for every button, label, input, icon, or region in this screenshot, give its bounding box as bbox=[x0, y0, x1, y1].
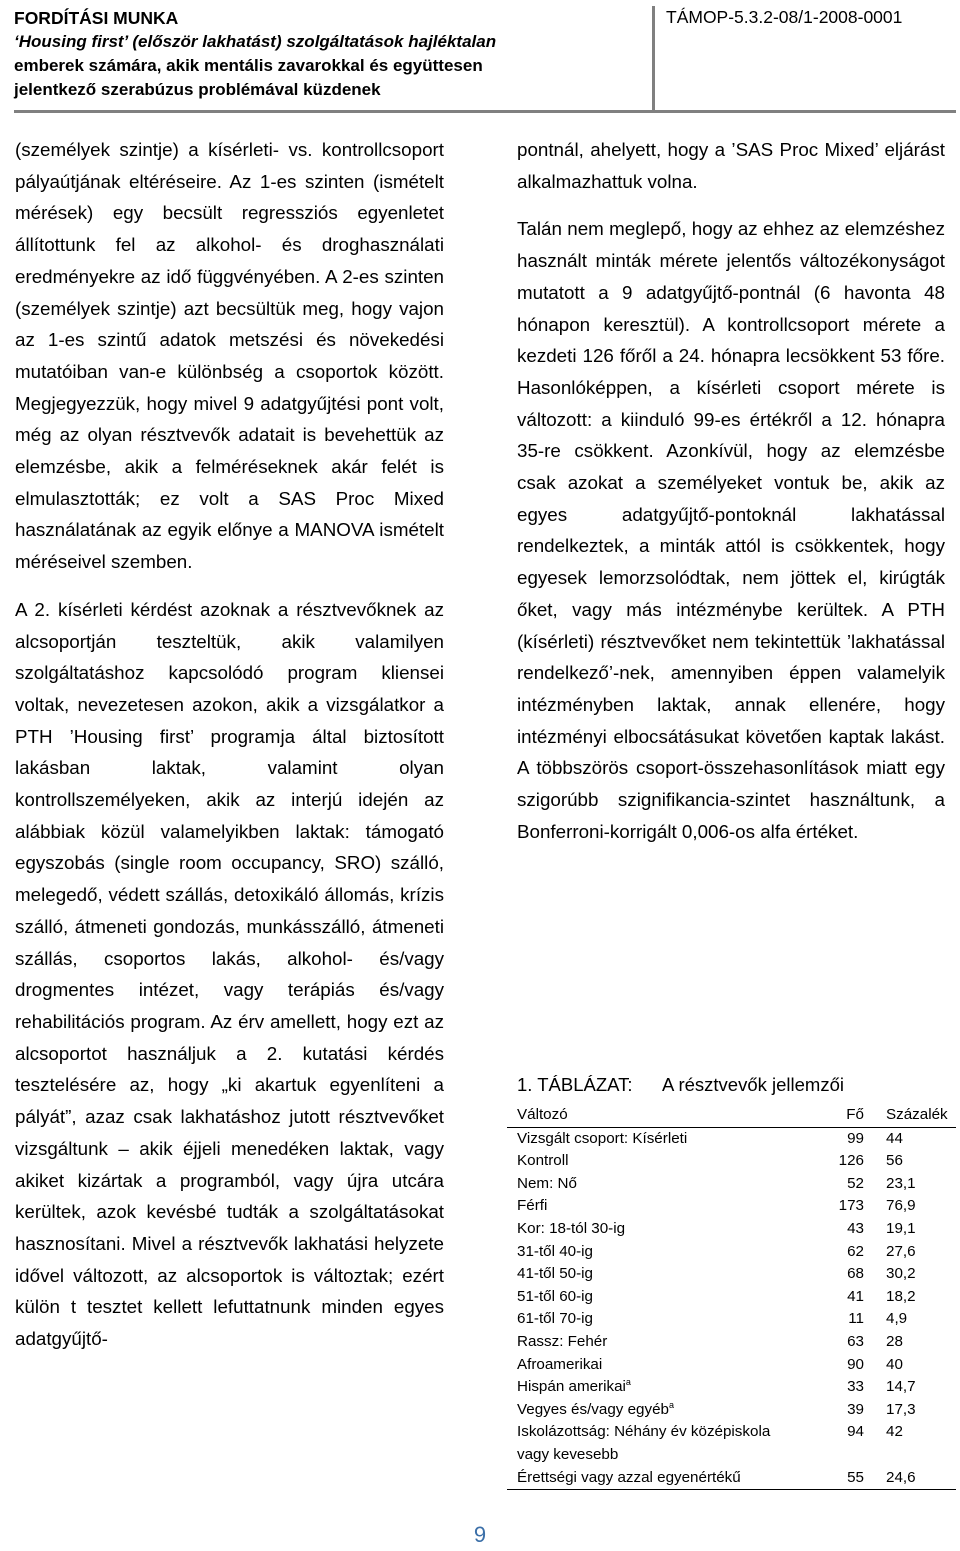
row-percent: 14,7 bbox=[886, 1378, 916, 1396]
footnote-marker: a bbox=[625, 1377, 631, 1388]
row-label: Rassz: Fehér bbox=[517, 1332, 608, 1350]
row-label-cell bbox=[507, 1308, 802, 1331]
row-percent: 17,3 bbox=[886, 1400, 916, 1418]
row-count: 68 bbox=[847, 1265, 864, 1283]
header-cell-percent: Százalék bbox=[886, 1104, 956, 1127]
row-count: 90 bbox=[847, 1355, 864, 1373]
table-row bbox=[507, 1399, 956, 1422]
row-count: 173 bbox=[838, 1197, 864, 1215]
paragraph: pontnál, ahelyett, hogy a ’SAS Proc Mixed’ eljárást alkalmazhattuk volna. bbox=[517, 139, 945, 192]
table-row bbox=[507, 1354, 956, 1377]
header-divider bbox=[652, 6, 655, 110]
row-percent: 40 bbox=[886, 1355, 903, 1373]
row-label: 51-től 60-ig bbox=[517, 1287, 593, 1305]
row-label: Érettségi vagy azzal egyenértékű bbox=[517, 1468, 741, 1486]
header-cell-count: Fő bbox=[802, 1104, 886, 1127]
header-rule bbox=[14, 110, 956, 113]
paragraph: A 2. kísérleti kérdést azoknak a résztvevőknek az alcsoportján teszteltük, akik valamilyen szolgáltatáshoz kapcsolódó program kliensei voltak, nevezetesen azokon, akik a vizsgálatkor a PTH ’Housing first’ programja által biztosított lakásban laktak, valamint olyan kontrollszemélyeken, akik az interjú idején az alábbiak közül valamelyikben laktak: támogató egyszobás (single room occupancy, SRO) szálló, melegedő, védett szállás, detoxikáló állomás, krízis szálló, átmeneti gondozás, munkásszálló, átmeneti szállás, csoportos lakás, alkohol- és/vagy drogmentes intézet, vagy terápiás és/vagy rehabilitációs program. Az érv amellett, hogy ezt az alcsoportot használjuk a 2. kutatási kérdés tesztelésére az, hogy „ki akartuk egyenlíteni a pályát”, azaz csak lakhatáshoz jutott résztvevőket vizsgáltunk – akik éjjeli menedéken laktak, vagy akiket kizártak a programból, vagy újra utcára kerültek, azok kevésbé tudták a szolgáltatásokat hasznosítani. Mivel a résztvevők lakhatási helyzete idővel változott, az alcsoportok is változtak; ezért külön t tesztet kellett lefuttatnunk minden egyes adatgyűjtő- bbox=[15, 598, 444, 1350]
table-row bbox=[507, 1286, 956, 1309]
table-caption-text: A résztvevők jellemzői bbox=[662, 1074, 844, 1095]
row-count: 94 bbox=[847, 1423, 864, 1441]
row-label-cell bbox=[507, 1195, 802, 1218]
table-caption bbox=[517, 1071, 844, 1099]
row-label: Iskolázottság: Néhány év középiskola vagy kevesebb bbox=[517, 1423, 771, 1463]
row-label: Hispán amerikai bbox=[517, 1378, 626, 1396]
row-percent: 76,9 bbox=[886, 1197, 916, 1215]
row-percent: 18,2 bbox=[886, 1287, 916, 1305]
header-subtitle-line: emberek számára, akik mentális zavarokkal és együttesen bbox=[14, 56, 483, 75]
row-percent: 23,1 bbox=[886, 1174, 916, 1192]
paragraph: (személyek szintje) a kísérleti- vs. kontrollcsoport pályaútjának eltéréseire. Az 1-es szinten (ismételt mérések) egy becsült regressziós egyenletet állítottunk fel az alkohol- és droghasználati eredményekre az idő függvényében. A 2-es szinten (személyek szintje) azt becsültük meg, hogy vajon az 1-es szintű adatok metszési és növekedési mutatóiban van-e különbség a csoportok között. Megjegyezzük, hogy mivel 9 adatgyűjtési pont volt, még az olyan résztvevők adatait is bevehettük az elemzésbe, akik a felméréseknek akár felét is elmulasztották; ez volt a SAS Proc Mixed használatának az egyik előnye a MANOVA ismételt méréseivel szemben. bbox=[15, 139, 444, 573]
row-label: 31-től 40-ig bbox=[517, 1242, 593, 1260]
row-label: Vizsgált csoport: Kísérleti bbox=[517, 1129, 688, 1147]
row-label: Afroamerikai bbox=[517, 1355, 603, 1373]
row-count: 62 bbox=[847, 1242, 864, 1260]
row-count: 41 bbox=[847, 1287, 864, 1305]
table-row bbox=[507, 1331, 956, 1354]
table-row bbox=[507, 1173, 956, 1196]
right-column bbox=[517, 134, 945, 847]
table-row bbox=[507, 1218, 956, 1241]
paragraph: Talán nem meglepő, hogy az ehhez az elemzéshez használt minták mérete jelentős változékonyságot mutatott a 9 adatgyűjtő-pontnál (6 havonta 48 hónapon keresztül). A kontrollcsoport mérete a kezdeti 126 főről a 24. hónapra lecsökkent 53 főre. Hasonlóképpen, a kísérleti csoport mérete is változott: a kiinduló 99-es értékről a 12. hónapra 35-re csökkent. Azonkívül, hogy az elemzésbe csak azokat a személyeket vontuk be, akik az egyes adatgyűjtő-pontoknál lakhatással rendelkeztek, a minták attól is csökkentek, hogy egyesek lemorzsolódtak, nem jöttek el, kirúgták őket, vagy más intézménybe kerültek. A PTH (kísérleti) résztvevőket nem tekintettük ’lakhatással rendelkező’-nek, amennyiben éppen valamelyik intézményben laktak, annak ellenére, hogy intézményi elbocsátásukat követően kaptak lakást. A többszörös csoport-összehasonlítások miatt egy szigorúbb szignifikancia-szintet használtunk, a Bonferroni-korrigált 0,006-os alfa értéket. bbox=[517, 218, 945, 842]
row-label: Kontroll bbox=[517, 1152, 569, 1170]
table-label: 1. TÁBLÁZAT: bbox=[517, 1074, 633, 1095]
table-row bbox=[507, 1421, 956, 1466]
table-row bbox=[507, 1263, 956, 1286]
row-percent: 56 bbox=[886, 1152, 903, 1170]
row-label-cell bbox=[507, 1354, 802, 1377]
table-header-row bbox=[507, 1104, 956, 1127]
header-cell-variable: Változó bbox=[507, 1104, 802, 1127]
row-count: 126 bbox=[838, 1152, 864, 1170]
row-label-cell bbox=[507, 1263, 802, 1286]
table-row bbox=[507, 1195, 956, 1218]
row-count: 11 bbox=[848, 1310, 864, 1328]
header-title-block bbox=[14, 6, 646, 106]
participants-table bbox=[507, 1104, 956, 1490]
row-label-cell bbox=[507, 1399, 802, 1422]
row-label-cell bbox=[507, 1173, 802, 1196]
project-code: TÁMOP-5.3.2-08/1-2008-0001 bbox=[666, 7, 903, 27]
row-percent: 19,1 bbox=[886, 1219, 916, 1237]
left-column bbox=[15, 134, 444, 1355]
header-subtitle-line: ‘Housing first’ (először lakhatást) szolgáltatások hajléktalan bbox=[14, 32, 497, 51]
row-label: Férfi bbox=[517, 1197, 548, 1215]
row-label-cell bbox=[507, 1127, 802, 1150]
row-label: Kor: 18-tól 30-ig bbox=[517, 1219, 626, 1237]
page-header bbox=[14, 6, 956, 106]
table-row bbox=[507, 1241, 956, 1264]
row-count: 39 bbox=[847, 1400, 864, 1418]
row-percent: 30,2 bbox=[886, 1265, 916, 1283]
row-count: 63 bbox=[847, 1332, 864, 1350]
row-percent: 24,6 bbox=[886, 1467, 956, 1490]
row-percent: 28 bbox=[886, 1332, 903, 1350]
row-label: Nem: Nő bbox=[517, 1174, 577, 1192]
table-row bbox=[507, 1308, 956, 1331]
row-percent: 4,9 bbox=[886, 1310, 908, 1328]
page-number: 9 bbox=[473, 1522, 487, 1547]
row-count: 52 bbox=[847, 1174, 864, 1192]
row-percent: 44 bbox=[886, 1129, 903, 1147]
header-title: FORDÍTÁSI MUNKA bbox=[14, 8, 179, 28]
row-percent: 42 bbox=[886, 1423, 903, 1441]
row-label-cell bbox=[507, 1241, 802, 1264]
row-percent: 27,6 bbox=[886, 1242, 916, 1260]
row-label-cell bbox=[507, 1467, 802, 1490]
row-label-cell bbox=[507, 1421, 802, 1466]
row-label-cell bbox=[507, 1150, 802, 1173]
table-row bbox=[507, 1376, 956, 1399]
row-count: 99 bbox=[847, 1129, 864, 1147]
row-label-cell bbox=[507, 1286, 802, 1309]
row-count: 55 bbox=[802, 1467, 886, 1490]
row-count: 33 bbox=[847, 1378, 864, 1396]
row-label: 41-től 50-ig bbox=[517, 1265, 593, 1283]
table-row bbox=[507, 1467, 956, 1490]
row-label-cell bbox=[507, 1331, 802, 1354]
row-count: 43 bbox=[847, 1219, 864, 1237]
row-label: 61-től 70-ig bbox=[517, 1310, 593, 1328]
footnote-marker: a bbox=[668, 1399, 674, 1410]
table-row bbox=[507, 1150, 956, 1173]
row-label-cell bbox=[507, 1218, 802, 1241]
header-subtitle-line: jelentkező szerabúzus problémával küzdenek bbox=[14, 80, 381, 99]
table-row bbox=[507, 1127, 956, 1150]
row-label: Vegyes és/vagy egyéb bbox=[517, 1400, 669, 1418]
row-label-cell bbox=[507, 1376, 802, 1399]
